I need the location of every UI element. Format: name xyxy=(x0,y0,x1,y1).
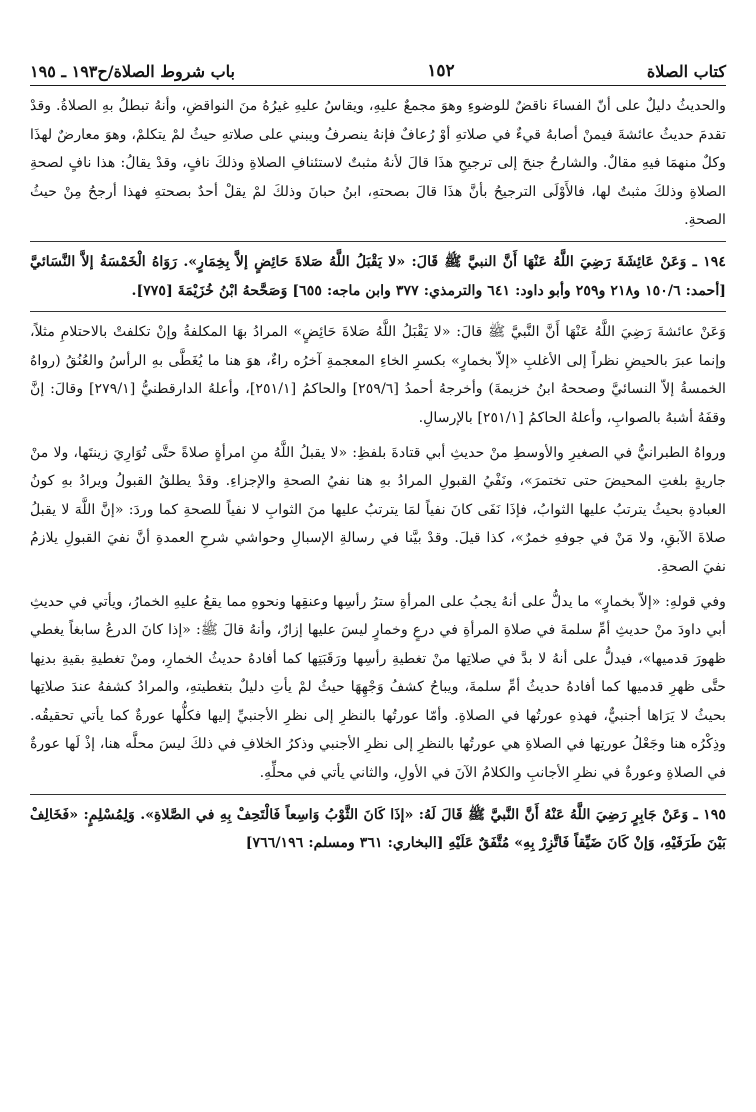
page-number: ١٥٢ xyxy=(427,61,455,81)
section-divider xyxy=(30,794,726,795)
chapter-title: باب شروط الصلاة/ح١٩٣ ـ ١٩٥ xyxy=(30,62,235,81)
hadith-195 xyxy=(30,801,726,858)
book-title: كتاب الصلاة xyxy=(646,62,726,81)
hadith-number: ١٩٤ xyxy=(703,253,726,270)
running-header xyxy=(30,52,726,86)
hadith-text: ـ وَعَنْ جَابِرٍ رَضِيَ اللَّهُ عَنْهُ أَنَّ النَّبيَّ ﷺ قَالَ لَهُ: «إذَا كَانَ الثَّوْبُ وَاسِعاً فَالْتَحِفْ بِهِ في الصَّلاةِ». وَلِمُسْلِمٍ: «فَخَالِفْ بَيْنَ طَرَفَيْهِ، وَإنْ كَانَ ضَيِّقاً فَاتَّزِرْ بِهِ» مُتَّفَقٌ عَلَيْهِ [البخاري: ٣٦١ ومسلم: ٧٦٦/١٩٦] xyxy=(30,806,726,852)
commentary-paragraph: وَعَنْ عائشةَ رَضِيَ اللَّهُ عَنْهَا أَنَّ النَّبيَّ ﷺ قالَ: «لا يَقْبَلُ اللَّهُ صَلاةَ حَائِضٍ» المرادُ بهَا المكلفةُ وإنْ تكلفتْ بالاحتلامِ مثلاً، وإنما عبرَ بالحيضِ نظراً إلى الأغلبِ «إلاّ بخمارٍ» بكسرِ الخاءِ المعجمةِ آخرُه راءٌ، هوَ هنا ما يُغَطَّى بهِ الرأسُ والعُنُقُ (رواهُ الخمسةُ إلاّ النسائيَّ وصححهُ ابنُ خزيمةَ) وأخرجهُ أحمدُ [٢٥٩/٦] والحاكمُ [٢٥١/١]، وأعلهُ الدارقطنيُّ [٢٧٩/١] وقالَ: إنَّ وقفَهُ أشبهُ بالصوابِ، وأعلهُ الحاكمُ [٢٥١/١] بالإرسالِ. xyxy=(30,324,726,426)
hadith-number: ١٩٥ xyxy=(703,806,726,823)
page-body xyxy=(30,92,726,858)
section-divider xyxy=(30,241,726,242)
hadith-text: ـ وَعَنْ عَائِشَةَ رَضِيَ اللَّهُ عَنْهَا أَنَّ النبيَّ ﷺ قَالَ: «لا يَقْبَلُ اللَّهُ صَلاةَ حَائِضٍ إلاَّ بِخِمَارٍ». رَوَاهُ الْخَمْسَةُ إلاَّ النَّسَائيَّ [أحمد: ١٥٠/٦ و٢١٨ و٢٥٩ وأبو داود: ٦٤١ والترمذي: ٣٧٧ وابن ماجه: ٦٥٥] وَصَحَّحهُ ابْنُ خُزَيْمَةَ [٧٧٥]. xyxy=(30,253,726,299)
commentary-paragraph: وفي قولهِ: «إلاّ بخمارٍ» ما يدلُّ على أنهُ يجبُ على المرأةِ سترُ رأسِها وعنقِها ونحوهِ مما يقعُ عليهِ الخمارُ، ويأتي في حديثِ أبي داودَ منْ حديثِ أمِّ سلمةَ في صلاةِ المرأةِ في درعٍ وخمارٍ ليسَ عليها إزارٌ، وأنهُ قالَ ﷺ: «إذا كانَ الدرعُ سابغاً يغطي ظهورَ قدميها»، فيدلُّ على أنهُ لا بدَّ في صلاتِها منْ تغطيةِ رأسِها ورَقَبَتِها كما أفادهُ حديثُ الخمارِ، ومنْ تغطيةِ بقيةِ بدنِها حتَّى ظهرِ قدميها كما أفادهُ حديثُ أمِّ سلمةَ، ويباحُ كشفُ وَجْهِهَا حيثُ لمْ يأتِ دليلٌ بتغطيتهِ، والمرادُ كشفهُ عندَ صلاتِها بحيثُ لا يَرَاها أجنبيٌّ، فهذهِ عورتُها في الصلاةِ. وأمّا عورتُها بالنظرِ إلى نظرِ الأجنبيِّ إليها فكلُّها عورةٌ كما يأتي تحقيقُه. وذِكْرُه هنا وجَعْلُ عورتِها في الصلاةِ هي عورتُها بالنظرِ إلى نظرِ الأجنبي وذكرُ الخلافِ في ذلكَ ليسَ محلَّه هنا، إذْ لَها عورةٌ في الصلاةِ وعورةٌ في نظرِ الأجانبِ والكلامُ الآنَ في الأولِ، والثاني يأتي في محلِّهِ. xyxy=(30,593,726,782)
commentary-paragraph: والحديثُ دليلٌ على أنّ الفساءَ ناقضٌ للوضوءِ وهوَ مجمعٌ عليهِ، ويقاسُ عليهِ غيرُهُ منَ النواقضِ، وأنهُ تبطلُ بهِ الصلاةُ. وقدْ تقدمَ حديثُ عائشةَ فيمنْ أصابهُ قيءٌ في صلاتهِ أوْ رُعافٌ فإنهُ ينصرفُ ويبني على صلاتهِ حيثُ لمْ يتكلمْ، وهوَ معارضٌ لهذَا وكلٌ منهمَا فيهِ مقالٌ. والشارحُ جنحَ إلى ترجيحِ هذَا قالَ لأنهُ مثبتٌ لاستئنافِ الصلاةِ وذلكَ نافٍ، وقدْ يقالُ: هذا نافٍ لصحةِ الصلاةِ وذلكَ مثبتٌ لها، فالأَوْلَى الترجيحُ بأنَّ هذَا قالَ بصحتهِ، ابنُ حبانَ وذلكَ لمْ يقلْ أحدٌ بصحتهِ فهذا أرجحُ مِنْ حيثُ الصحةِ. xyxy=(30,98,726,229)
hadith-194 xyxy=(30,248,726,305)
commentary-paragraph: ورواهُ الطبرانيُّ في الصغيرِ والأوسطِ منْ حديثِ أبي قتادةَ بلفظِ: «لا يقبلُ اللَّهُ منِ امرأةٍ صلاةً حتَّى تُوَارِيَ زينتَها، ولا منْ جاريةٍ بلغتِ المحيضَ حتى تختمرَ»، ونَفْيُ القبولِ المرادُ بهِ هنا نفيُ الصحةِ والإجزاءِ. وقدْ يطلقُ القبولُ ويرادُ بهِ كونُ العبادةِ بحيثُ يترتبُ عليها الثوابُ، فإذَا نَفَى كانَ نفياً لمَا يترتبُ عليها منَ الثوابِ لا نفياً للصحةِ كما وردَ: «إنَّ اللَّهَ لا يقبلُ صلاةَ الآبقِ، ولا مَنْ في جوفهِ خمرٌ»، كذا قيلَ. وقدْ بيَّنا في رسالةِ الإسبالِ وحواشي شرحِ العمدةِ أنَّ نفيَ القبولِ يلازمُ نفيَ الصحةِ. xyxy=(30,444,726,575)
section-divider xyxy=(30,311,726,312)
